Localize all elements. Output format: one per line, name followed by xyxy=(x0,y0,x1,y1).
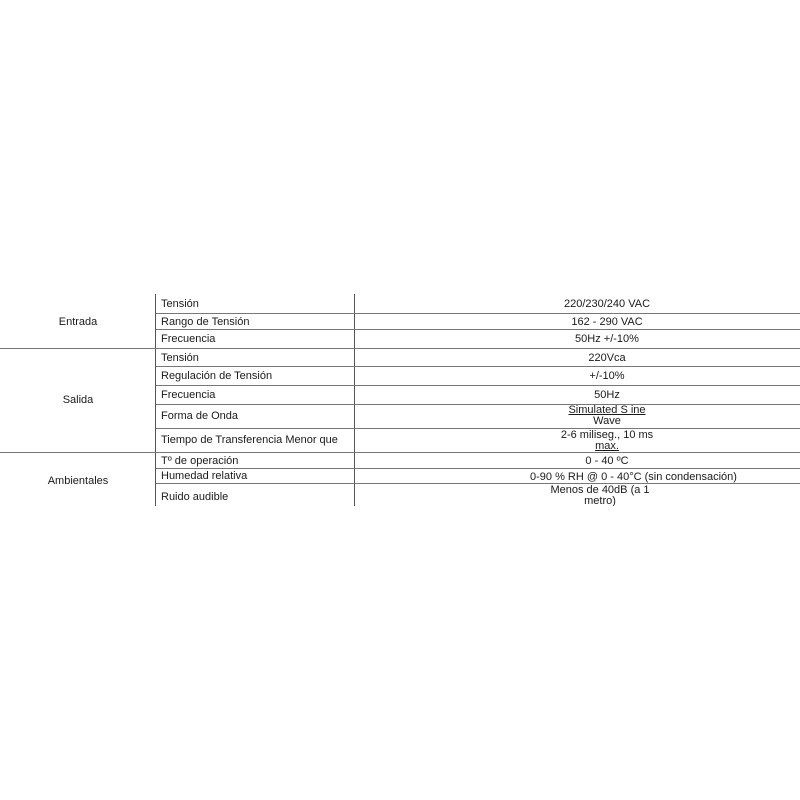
row-value-tiempo-transferencia xyxy=(357,430,800,452)
tiempo-line1: 2-6 miliseg., 10 ms xyxy=(560,429,654,441)
ruido-line1: Menos de 40dB (a 1 xyxy=(550,485,650,496)
forma-onda-line1: Simulated S ine xyxy=(568,404,646,416)
row-label-forma-onda: Forma de Onda xyxy=(161,410,239,422)
ruido-line2: metro) xyxy=(584,495,616,506)
row-label-tension-entrada: Tensión xyxy=(161,298,199,310)
group-label-ambientales: Ambientales xyxy=(47,475,109,487)
row-divider xyxy=(156,385,800,386)
row-label-frecuencia-entrada: Frecuencia xyxy=(161,333,216,345)
row-value-regulacion: +/-10% xyxy=(589,370,625,382)
spec-table xyxy=(0,294,800,506)
row-value-frecuencia-salida: 50Hz xyxy=(594,389,620,401)
row-value-humedad: 0-90 % RH @ 0 - 40°C (sin condensación) xyxy=(530,471,737,483)
row-divider xyxy=(156,428,800,429)
row-value-tension-entrada: 220/230/240 VAC xyxy=(563,298,651,310)
row-divider xyxy=(156,483,800,484)
row-label-tiempo-transferencia: Tiempo de Transferencia Menor que xyxy=(161,434,338,446)
row-label-rango-tension: Rango de Tensión xyxy=(161,316,250,328)
row-value-forma-onda xyxy=(357,405,800,427)
row-label-tension-salida: Tensión xyxy=(161,352,199,364)
row-label-temperatura: Tº de operación xyxy=(161,455,239,467)
group-label-salida: Salida xyxy=(62,394,94,406)
group-label-entrada: Entrada xyxy=(58,316,98,328)
row-value-tension-salida: 220Vca xyxy=(588,352,626,364)
group-divider xyxy=(0,348,800,349)
row-value-frecuencia-entrada: 50Hz +/-10% xyxy=(575,333,639,345)
row-label-ruido: Ruido audible xyxy=(161,491,229,503)
row-value-rango-tension: 162 - 290 VAC xyxy=(571,316,643,328)
row-value-temperatura: 0 - 40 ºC xyxy=(585,455,629,467)
row-label-regulacion: Regulación de Tensión xyxy=(161,370,273,382)
row-label-humedad: Humedad relativa xyxy=(161,470,248,482)
row-divider xyxy=(156,313,800,314)
group-divider xyxy=(0,452,800,453)
row-divider xyxy=(156,468,800,469)
row-divider xyxy=(156,366,800,367)
row-value-ruido xyxy=(530,485,670,506)
row-label-frecuencia-salida: Frecuencia xyxy=(161,389,216,401)
forma-onda-line2: Wave xyxy=(593,415,621,427)
column-divider-values xyxy=(354,294,355,506)
tiempo-line2: max. xyxy=(595,440,619,452)
row-divider xyxy=(156,329,800,330)
